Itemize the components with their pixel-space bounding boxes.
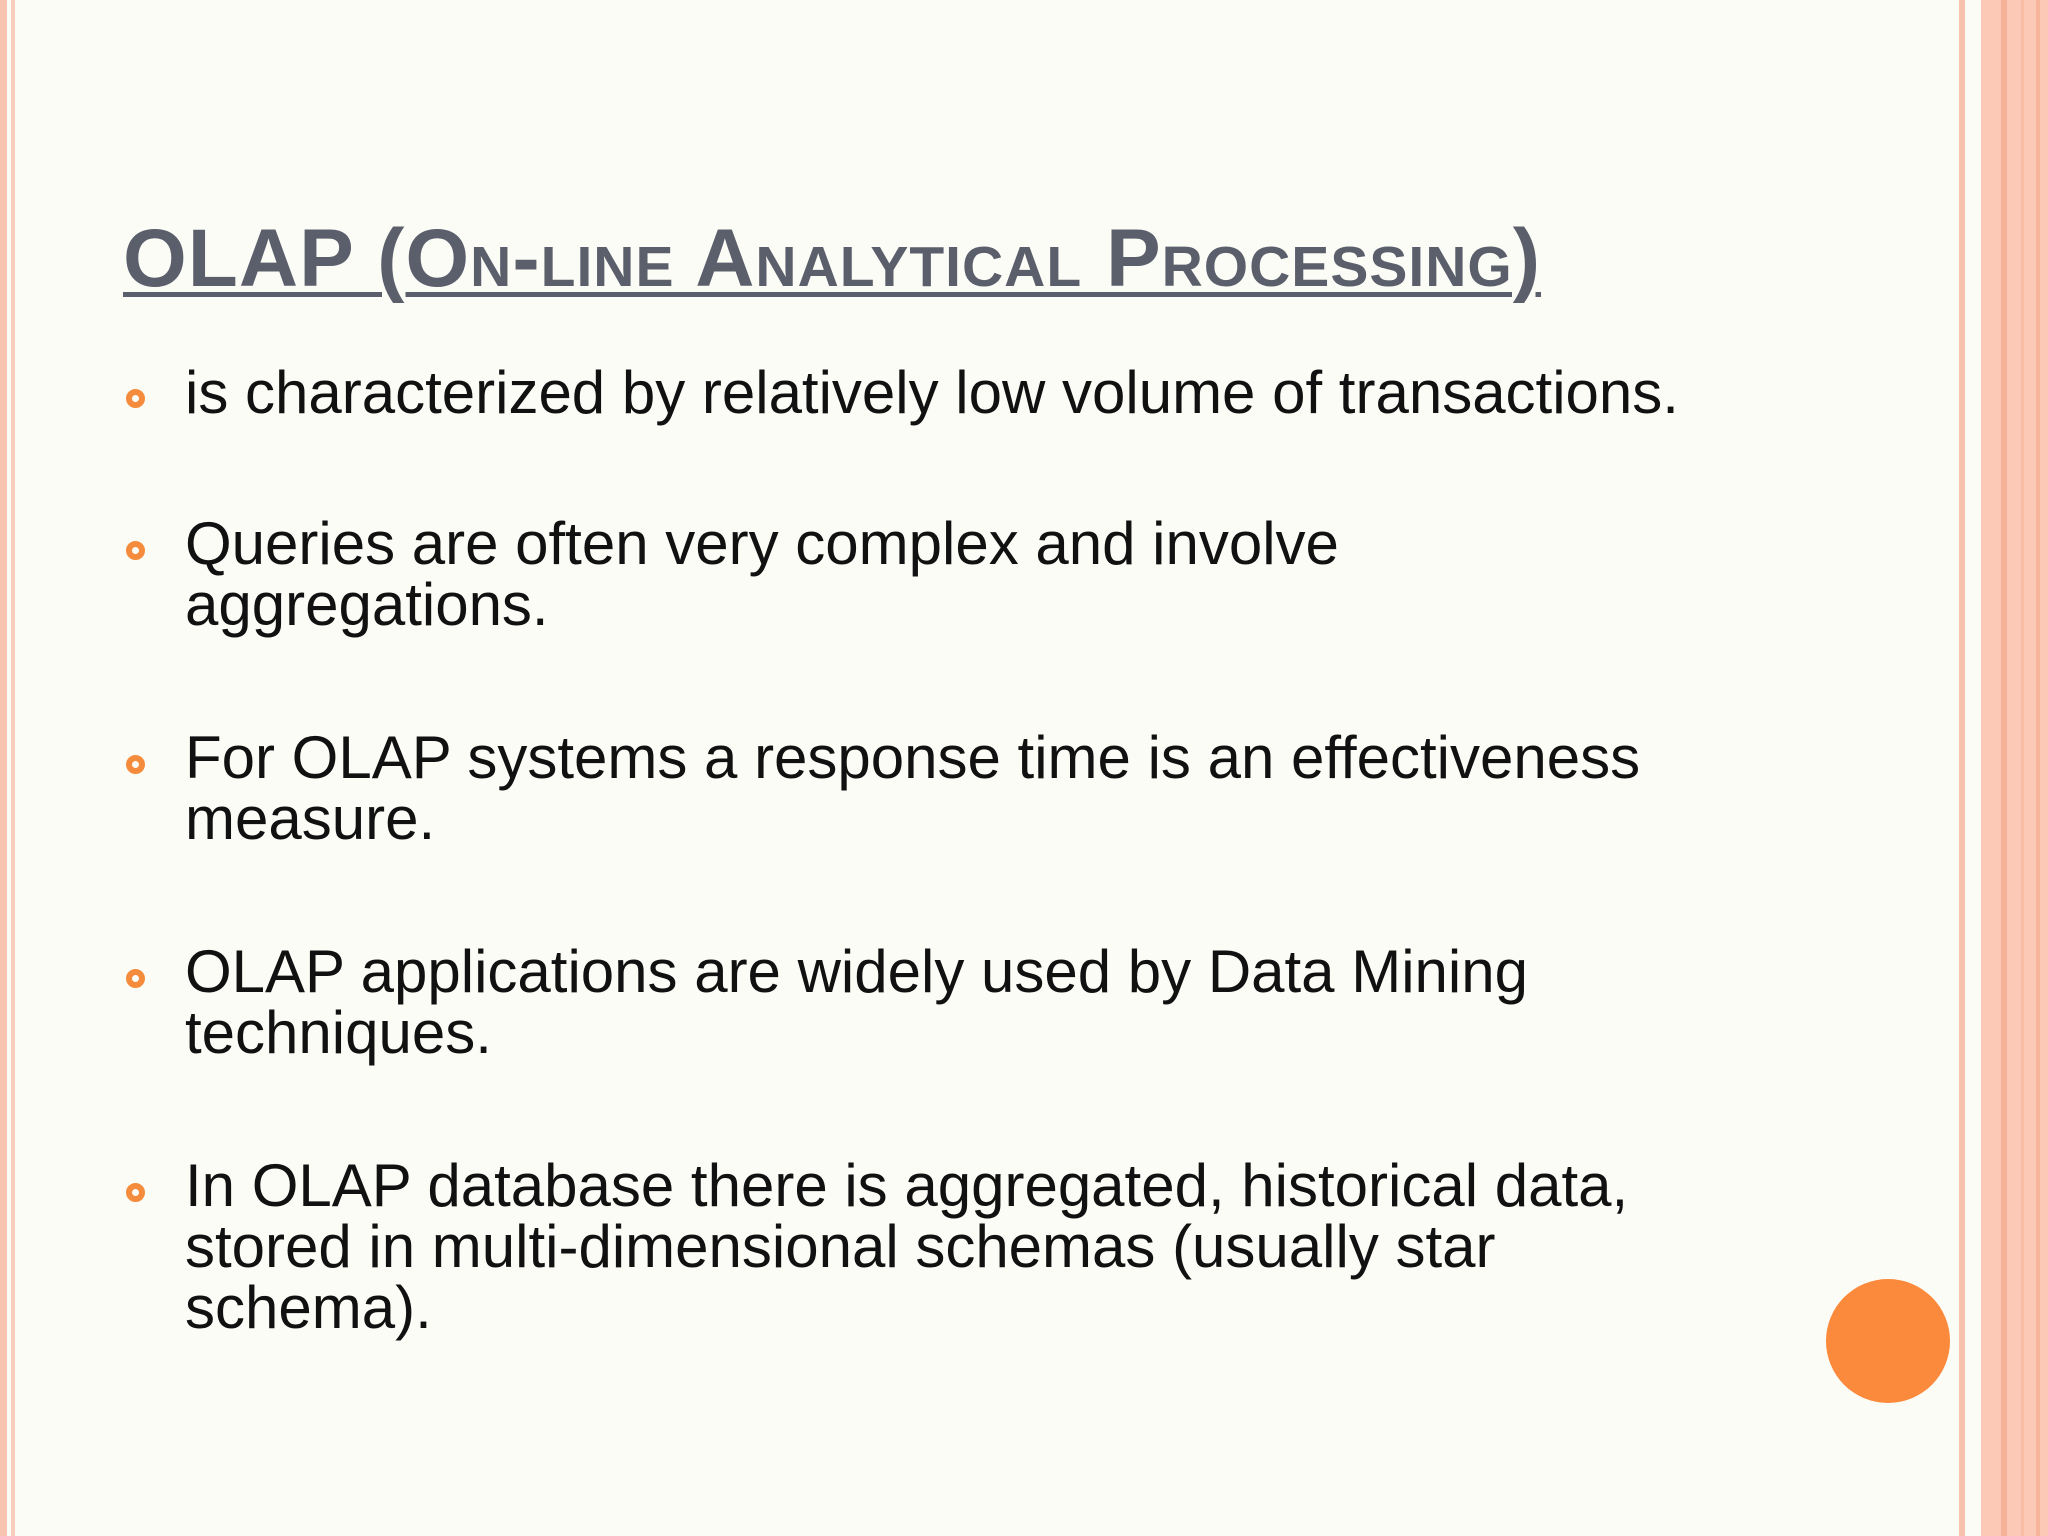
right-border-stripe-thin — [1959, 0, 1965, 1536]
left-border-stripe — [0, 0, 7, 1536]
orange-circle-decoration — [1826, 1279, 1950, 1403]
left-border-stripe-thin — [11, 0, 15, 1536]
bullet-text: OLAP applications are widely used by Data Mining techniques. — [185, 938, 1528, 1066]
right-border-stripe — [2036, 0, 2040, 1536]
hollow-circle-bullet-icon — [126, 389, 145, 408]
slide-title: OLAP (On-line Analytical Processing) — [123, 213, 1542, 304]
bullet-text: is characterized by relatively low volume of transactions. — [185, 359, 1679, 426]
right-border-stripe — [2001, 0, 2007, 1536]
bullet-text: For OLAP systems a response time is an effectiveness measure. — [185, 724, 1641, 852]
hollow-circle-bullet-icon — [126, 755, 145, 774]
hollow-circle-bullet-icon — [126, 1183, 145, 1202]
hollow-circle-bullet-icon — [126, 541, 145, 560]
right-border-stripe — [2021, 0, 2024, 1536]
hollow-circle-bullet-icon — [126, 969, 145, 988]
bullet-text: In OLAP database there is aggregated, historical data, stored in multi-dimensional schemas (usually star schema). — [185, 1152, 1629, 1341]
bullet-text: Queries are often very complex and involve aggregations. — [185, 510, 1339, 638]
